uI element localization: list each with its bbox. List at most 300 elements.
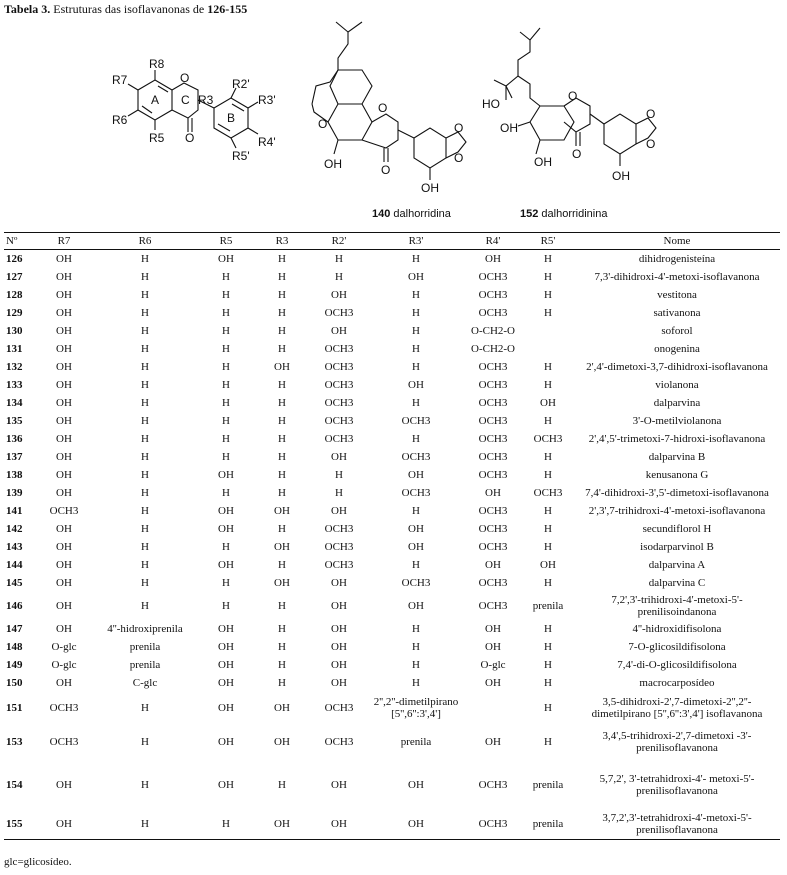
- compound-number: 148: [6, 640, 23, 653]
- compound-number: 130: [6, 324, 23, 337]
- compound-name: dalparvina: [653, 396, 701, 409]
- table-cell: O-CH2-O: [471, 342, 515, 355]
- compound-number: 134: [6, 396, 23, 409]
- table-cell: OH: [56, 252, 72, 265]
- compound-name: 3,5-dihidroxi-2',7-dimetoxi-2'',2''-dimetilpirano [5'',6'':3',4'] isoflavanona: [591, 695, 763, 720]
- table-cell: H: [278, 324, 286, 337]
- table-cell: H: [141, 396, 149, 409]
- table-cell: OCH3: [533, 432, 563, 445]
- table-cell: OH: [331, 676, 347, 689]
- table-cell: OH: [56, 324, 72, 337]
- table-cell: OH: [218, 504, 234, 517]
- table-cell: OH: [218, 658, 234, 671]
- compound-name: 2',4'-dimetoxi-3,7-dihidroxi-isoflavanona: [586, 360, 768, 373]
- table-cell: H: [141, 360, 149, 373]
- compound-name: 2',3',7-trihidroxi-4'-metoxi-isoflavanona: [588, 504, 766, 517]
- table-cell: OCH3: [401, 486, 431, 499]
- caption-text: Estruturas das isoflavanonas de: [50, 2, 208, 16]
- compound-number: 141: [6, 504, 23, 517]
- table-cell: H: [141, 450, 149, 463]
- table-cell: OH: [56, 622, 72, 635]
- compound-name: isodarparvinol B: [640, 540, 714, 553]
- compound-name: 4''-hidroxidifisolona: [632, 622, 722, 635]
- label-r5: R5: [149, 131, 165, 145]
- table-cell: OH: [56, 342, 72, 355]
- table-cell: OH: [408, 540, 424, 553]
- table-cell: H: [544, 360, 552, 373]
- compound-name: dihidrogenisteína: [638, 252, 716, 265]
- table-cell: OCH3: [324, 432, 354, 445]
- table-cell: OH: [56, 576, 72, 589]
- table-cell: OH: [485, 252, 501, 265]
- table-cell: OCH3: [478, 468, 508, 481]
- table-cell: OH: [485, 640, 501, 653]
- footnote: glc=glicosídeo.: [4, 856, 72, 868]
- table-cell: H: [412, 288, 420, 301]
- compound-number: 138: [6, 468, 23, 481]
- table-cell: OCH3: [478, 414, 508, 427]
- compound-name: 3,4',5-trihidroxi-2',7-dimetoxi -3'-prenilisoflavanona: [602, 729, 752, 754]
- compound-number: 129: [6, 306, 23, 319]
- table-cell: OH: [56, 396, 72, 409]
- table-cell: H: [412, 396, 420, 409]
- table-cell: H: [335, 468, 343, 481]
- table-cell: H: [412, 558, 420, 571]
- table-row: [4, 250, 780, 268]
- label-r5p: R5': [232, 149, 250, 163]
- compound-number: 142: [6, 522, 23, 535]
- header-cell: Nº: [4, 233, 36, 250]
- svg-text:O: O: [646, 107, 656, 121]
- table-cell: H: [278, 378, 286, 391]
- table-cell: OCH3: [478, 504, 508, 517]
- svg-text:O: O: [646, 137, 656, 151]
- table-cell: H: [141, 778, 149, 791]
- table-cell: H: [278, 558, 286, 571]
- table-cell: OH: [56, 599, 72, 612]
- table-row: [4, 358, 780, 376]
- table-cell: H: [278, 622, 286, 635]
- table-cell: OCH3: [324, 522, 354, 535]
- svg-text:O: O: [572, 147, 582, 161]
- header-cell: R3': [368, 233, 464, 250]
- table-cell: OH: [56, 288, 72, 301]
- table-cell: H: [278, 414, 286, 427]
- table-cell: OCH3: [324, 540, 354, 553]
- table-row: [4, 724, 780, 760]
- table-cell: H: [544, 701, 552, 714]
- table-cell: H: [222, 576, 230, 589]
- compound-name: dalparvina C: [648, 576, 706, 589]
- table-row: [4, 592, 780, 620]
- table-cell: O-glc: [51, 658, 77, 671]
- table-cell: H: [278, 486, 286, 499]
- table-cell: H: [222, 450, 230, 463]
- table-cell: OH: [274, 360, 290, 373]
- compound-number: 154: [6, 778, 23, 791]
- table-cell: OH: [254, 810, 310, 840]
- table-header-row: [4, 233, 780, 250]
- compound-name: vestitona: [657, 288, 697, 301]
- general-labels: [112, 57, 276, 163]
- table-cell: OCH3: [478, 450, 508, 463]
- table-cell: H: [141, 270, 149, 283]
- table-cell: OH: [331, 450, 347, 463]
- table-cell: H: [141, 324, 149, 337]
- table-cell: H: [278, 342, 286, 355]
- table-cell: H: [141, 486, 149, 499]
- table-cell: H: [222, 432, 230, 445]
- compound-number: 149: [6, 658, 23, 671]
- table-cell: OH: [218, 558, 234, 571]
- compound-number: 143: [6, 540, 23, 553]
- table-cell: H: [544, 252, 552, 265]
- table-cell: OCH3: [324, 701, 354, 714]
- svg-text:HO: HO: [482, 97, 500, 111]
- table-cell: H: [278, 252, 286, 265]
- table-cell: H: [412, 676, 420, 689]
- table-cell: OCH3: [401, 414, 431, 427]
- table-cell: H: [141, 432, 149, 445]
- table-cell: H: [335, 486, 343, 499]
- compound-number: 131: [6, 342, 23, 355]
- table-cell: H: [278, 658, 286, 671]
- table-row: [4, 304, 780, 322]
- table-cell: OH: [331, 504, 347, 517]
- compound-name: 7-O-glicosildifisolona: [628, 640, 726, 653]
- table-cell: OCH3: [324, 306, 354, 319]
- table-cell: OH: [408, 270, 424, 283]
- table-row: [4, 810, 780, 840]
- structures-figure: [0, 0, 787, 232]
- table-row: [4, 692, 780, 724]
- table-cell: O-glc: [480, 658, 506, 671]
- table-cell: H: [141, 252, 149, 265]
- table-cell: OH: [408, 468, 424, 481]
- table-cell: OH: [56, 450, 72, 463]
- table-row: [4, 286, 780, 304]
- table-cell: H: [278, 270, 286, 283]
- table-cell: H: [544, 622, 552, 635]
- compound-number: 139: [6, 486, 23, 499]
- compound-name: onogenina: [654, 342, 700, 355]
- table-cell: prenila: [532, 778, 564, 791]
- compound-number: 150: [6, 676, 23, 689]
- table-cell: OH: [56, 522, 72, 535]
- table-cell: OH: [36, 810, 92, 840]
- table-cell: H: [412, 306, 420, 319]
- table-cell: OCH3: [533, 486, 563, 499]
- table-cell: H: [278, 288, 286, 301]
- table-cell: O-CH2-O: [471, 324, 515, 337]
- table-cell: H: [544, 522, 552, 535]
- svg-text:OH: OH: [612, 169, 630, 183]
- table-cell: OH: [274, 701, 290, 714]
- table-cell: H: [544, 414, 552, 427]
- table-cell: OH: [56, 540, 72, 553]
- table-cell: H: [412, 360, 420, 373]
- header-cell: R7: [36, 233, 92, 250]
- table-cell: OH: [331, 640, 347, 653]
- table-cell: OCH3: [324, 360, 354, 373]
- table-cell: OH: [331, 658, 347, 671]
- table-cell: OH: [274, 504, 290, 517]
- table-cell: OH: [485, 558, 501, 571]
- table-cell: OCH3: [324, 558, 354, 571]
- table-cell: OCH3: [49, 701, 79, 714]
- table-cell: H: [412, 622, 420, 635]
- table-cell: 2'',2''-dimetilpirano [5'',6'':3',4']: [373, 695, 459, 720]
- compound-number: 127: [6, 270, 23, 283]
- table-row: [4, 760, 780, 810]
- table-cell: H: [544, 540, 552, 553]
- table-cell: OH: [368, 810, 464, 840]
- table-cell: H: [278, 676, 286, 689]
- table-cell: prenila: [129, 640, 161, 653]
- svg-text:O: O: [318, 117, 328, 131]
- svg-text:OH: OH: [421, 181, 439, 195]
- table-cell: OCH3: [324, 735, 354, 748]
- table-cell: OH: [331, 324, 347, 337]
- table-cell: OCH3: [324, 396, 354, 409]
- table-cell: OH: [218, 468, 234, 481]
- compound-name: violanona: [655, 378, 699, 391]
- table-row: [4, 376, 780, 394]
- table-cell: OCH3: [464, 810, 522, 840]
- table-cell: H: [141, 522, 149, 535]
- table-cell: OH: [274, 576, 290, 589]
- table-cell: [522, 322, 574, 340]
- table-cell: OCH3: [324, 342, 354, 355]
- svg-text:OH: OH: [500, 121, 518, 135]
- table-cell: H: [544, 504, 552, 517]
- table-cell: H: [544, 640, 552, 653]
- compound-name: secundiflorol H: [642, 522, 712, 535]
- compound-number: 133: [6, 378, 23, 391]
- ring-b: B: [227, 111, 236, 125]
- table-cell: H: [222, 378, 230, 391]
- table-row: [4, 268, 780, 286]
- table-cell: OH: [56, 486, 72, 499]
- table-cell: OCH3: [401, 450, 431, 463]
- table-cell: H: [412, 640, 420, 653]
- compound-number: 147: [6, 622, 23, 635]
- compound-name: dalparvina B: [648, 450, 706, 463]
- table-cell: OH: [218, 622, 234, 635]
- table-cell: OCH3: [478, 599, 508, 612]
- label-r6: R6: [112, 113, 128, 127]
- table-cell: H: [544, 270, 552, 283]
- compound-number: 136: [6, 432, 23, 445]
- table-cell: H: [544, 576, 552, 589]
- table-cell: OH: [331, 778, 347, 791]
- table-row: [4, 620, 780, 638]
- table-cell: H: [335, 252, 343, 265]
- table-body: [4, 250, 780, 840]
- table-cell: OCH3: [478, 306, 508, 319]
- table-cell: H: [412, 342, 420, 355]
- table-cell: OH: [540, 396, 556, 409]
- svg-text:O: O: [454, 121, 464, 135]
- compound-name: sativanona: [653, 306, 701, 319]
- table-cell: OH: [485, 676, 501, 689]
- table-cell: H: [544, 450, 552, 463]
- table-cell: OH: [331, 576, 347, 589]
- ring-c: C: [181, 93, 190, 107]
- caption-label: Tabela 3.: [4, 2, 51, 16]
- table-cell: H: [222, 414, 230, 427]
- compound-name: 7,2',3'-trihidroxi-4'-metoxi-5'-prenilisoindanona: [611, 593, 743, 618]
- table-cell: H: [222, 486, 230, 499]
- table-row: [4, 638, 780, 656]
- header-cell: R2': [310, 233, 368, 250]
- header-cell: R5: [198, 233, 254, 250]
- table-cell: H: [141, 414, 149, 427]
- table-cell: OCH3: [478, 778, 508, 791]
- table-cell: OH: [485, 622, 501, 635]
- table-cell: OH: [218, 522, 234, 535]
- table-cell: OCH3: [49, 735, 79, 748]
- table-row: [4, 520, 780, 538]
- table-row: [4, 412, 780, 430]
- table-cell: 4''-hidroxiprenila: [107, 622, 183, 635]
- table-cell: OH: [218, 676, 234, 689]
- table-cell: H: [141, 468, 149, 481]
- table-cell: H: [222, 288, 230, 301]
- table-cell: H: [141, 306, 149, 319]
- ring-oxygen: O: [180, 71, 190, 85]
- isoflavanone-table: [4, 232, 780, 840]
- compound-number: 153: [6, 735, 23, 748]
- svg-text:O: O: [568, 89, 578, 103]
- table-cell: H: [544, 288, 552, 301]
- table-cell: H: [141, 504, 149, 517]
- label-compound-152: 152 dalhorridinina: [520, 208, 608, 220]
- table-cell: H: [141, 540, 149, 553]
- table-cell: OH: [408, 599, 424, 612]
- table-cell: OH: [56, 378, 72, 391]
- table-cell: OH: [56, 676, 72, 689]
- table-cell: OCH3: [401, 576, 431, 589]
- table-cell: H: [544, 306, 552, 319]
- table-cell: H: [198, 810, 254, 840]
- compound-name: macrocarposídeo: [639, 676, 715, 689]
- svg-text:OH: OH: [534, 155, 552, 169]
- table-row: [4, 466, 780, 484]
- table-cell: H: [222, 342, 230, 355]
- compound-number: 126: [6, 252, 23, 265]
- table-cell: prenila: [129, 658, 161, 671]
- table-cell: H: [92, 810, 198, 840]
- header-cell: Nome: [574, 233, 780, 250]
- svg-text:O: O: [378, 101, 388, 115]
- compound-name: 7,3'-dihidroxi-4'-metoxi-isoflavanona: [594, 270, 760, 283]
- table-cell: H: [278, 468, 286, 481]
- table-cell: H: [412, 658, 420, 671]
- compound-number: 155: [4, 810, 36, 840]
- compound-number: 135: [6, 414, 23, 427]
- table-cell: H: [278, 640, 286, 653]
- table-cell: H: [222, 540, 230, 553]
- header-cell: R4': [464, 233, 522, 250]
- caption-range: 126-155: [207, 2, 248, 16]
- table-cell: OCH3: [478, 540, 508, 553]
- table-row: [4, 674, 780, 692]
- table-cell: H: [544, 676, 552, 689]
- compound-number: 132: [6, 360, 23, 373]
- label-r4p: R4': [258, 135, 276, 149]
- table-cell: H: [222, 396, 230, 409]
- table-cell: OH: [485, 486, 501, 499]
- label-r3: R3: [198, 93, 214, 107]
- table-row: [4, 538, 780, 556]
- header-cell: R5': [522, 233, 574, 250]
- table-cell: OCH3: [478, 522, 508, 535]
- compound-name: 7,4'-di-O-glicosildifisolona: [617, 658, 737, 671]
- header-cell: R6: [92, 233, 198, 250]
- table-cell: H: [141, 576, 149, 589]
- compound-name: 2',4',5'-trimetoxi-7-hidroxi-isoflavanona: [588, 432, 766, 445]
- header-cell: R3: [254, 233, 310, 250]
- table-cell: H: [412, 432, 420, 445]
- table-cell: H: [278, 778, 286, 791]
- table-cell: OH: [408, 778, 424, 791]
- table-cell: prenila: [532, 599, 564, 612]
- compound-name: kenusanona G: [645, 468, 709, 481]
- table-cell: OCH3: [478, 360, 508, 373]
- table-cell: OH: [218, 735, 234, 748]
- table-cell: OH: [56, 558, 72, 571]
- table-row: [4, 430, 780, 448]
- table-cell: OCH3: [49, 504, 79, 517]
- table-cell: OH: [540, 558, 556, 571]
- compound-number: 145: [6, 576, 23, 589]
- table-cell: H: [141, 288, 149, 301]
- table-cell: H: [278, 432, 286, 445]
- table-cell: H: [141, 342, 149, 355]
- table-cell: OH: [331, 622, 347, 635]
- label-r8: R8: [149, 57, 165, 71]
- table-cell: H: [544, 378, 552, 391]
- table-cell: prenila: [400, 735, 432, 748]
- compound-number: 144: [6, 558, 23, 571]
- table-cell: OH: [56, 360, 72, 373]
- table-cell: H: [412, 504, 420, 517]
- table-cell: OH: [56, 270, 72, 283]
- table-cell: H: [335, 270, 343, 283]
- table-cell: OH: [310, 810, 368, 840]
- compound-number: 128: [6, 288, 23, 301]
- table-cell: OH: [274, 735, 290, 748]
- compound-name: 3'-O-metilviolanona: [632, 414, 722, 427]
- compound-number: 137: [6, 450, 23, 463]
- table-cell: H: [278, 306, 286, 319]
- table-cell: OCH3: [478, 432, 508, 445]
- table-cell: OH: [56, 468, 72, 481]
- label-r2p: R2': [232, 77, 250, 91]
- table-row: [4, 394, 780, 412]
- table-cell: OCH3: [324, 414, 354, 427]
- compound-number: 146: [6, 599, 23, 612]
- table-cell: H: [222, 270, 230, 283]
- table-cell: H: [222, 599, 230, 612]
- label-compound-140: 140 dalhorridina: [372, 208, 451, 220]
- table-cell: O-glc: [51, 640, 77, 653]
- compound-name: 3,7,2',3'-tetrahidroxi-4'-metoxi-5'-prenilisoflavanona: [574, 810, 780, 840]
- table-cell: H: [222, 360, 230, 373]
- table-cell: OH: [56, 414, 72, 427]
- table-cell: OH: [56, 432, 72, 445]
